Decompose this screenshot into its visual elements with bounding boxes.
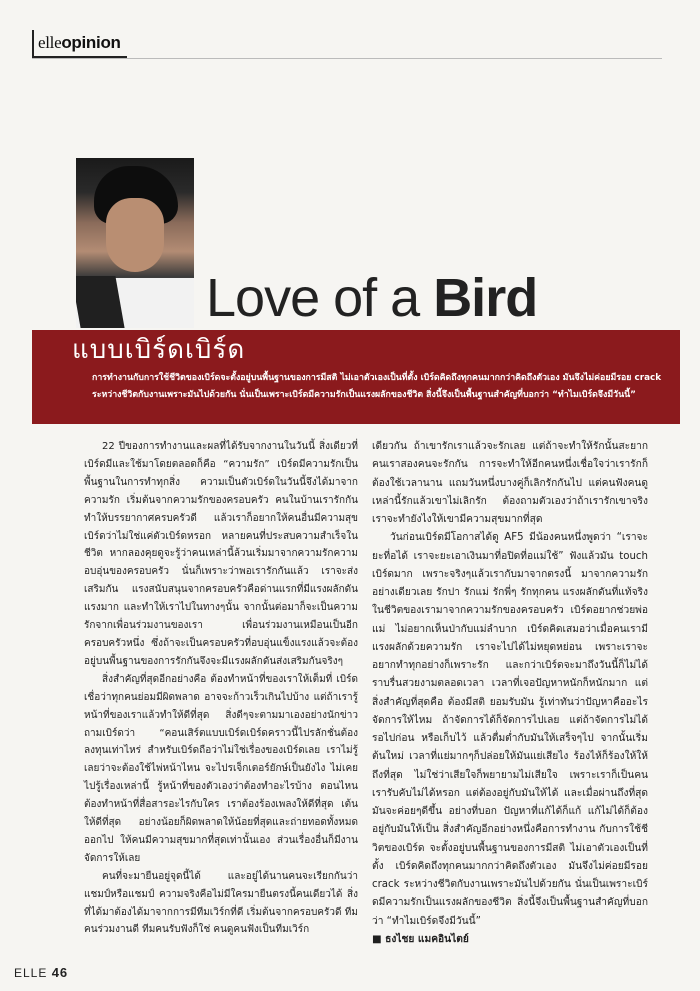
thai-title: แบบเบิร์ดเบิร์ด — [72, 335, 246, 365]
article-title — [206, 268, 537, 328]
page-number: 46 — [51, 965, 69, 980]
byline: ■ ธงไชย แมคอินไตย์ — [372, 933, 469, 945]
section-tag-opinion: opinion — [61, 33, 121, 52]
section-tag — [32, 30, 127, 58]
paragraph: สิ่งสำคัญที่สุดอีกอย่างคือ ต้องทำหน้าที่ของเราให้เต็มที่ เบิร์ดเชื่อว่าทุกคนย่อมมีผิดพลาด อาจจะก้าวเร็วเกินไปบ้าง แต่ถ้าเรารู้หน้าที่ของเราแล้วทำให้ดีที่สุด สิ่งดีๆจะตามมาเองอย่างนักข่าวถามเบิร์ดว่า “คอนเสิร์ตแบบเบิร์ดเบิร์ดคราวนี้ไปรลักชั่นต้องลงทุนเท่าไหร่ สำหรับเบิร์ดถือว่าไม่ใช่เรื่องของเบิร์ดเลย เราไม่รู้เลยว่าจะต้องใช้ไพ่หน้าไหน จะไปรเจ็กเตอร์ยักษ์เป็นยังไง ไม่เคยไปรู้เรื่องเหล่านี้ รู้หน้าที่ของตัวเองว่าต้องทำอะไรบ้าง ตอนไหนต้องทำหน้าที่สื่อสารอะไรกับใคร เราต้องร้องเพลงให้ดีที่สุด เต้นให้ดีที่สุด อย่างน้อยก็ผิดพลาดให้น้อยที่สุดและถ่ายทอดทั้งหมดออกไป ให้คนมีความสุขมากที่สุดเท่านั้นเอง ส่วนเรื่องอื่นก็มีงานจัดการให้เลย — [84, 673, 358, 864]
paragraph: วันก่อนเบิร์ดมีโอกาสได้ดู AF5 มีน้องคนหนึ่งพูดว่า “เราจะยะที่อได้ เราจะยะเอาเงินมาที่อปิดที่อแม่ใช้” ฟังแล้วมัน touch เบิร์ดมาก เพราะจริงๆแล้วเรากับมาจากตรงนี้ มาจากความรักอย่างเดียวเลย รักปา รักแม่ รักพี่ๆ รักทุกคน แรงผลักดันที่แท้จริงในชีวิตของเรามาจากความรักของครอบครัว เบิร์ดอยากช่วยพ่อแม่ ไม่อยากเห็นป่ากับแม่ลำบาก เบิร์ดคิดเสมอว่าเมื่อคนเรามีแรงผลักด้วยความรัก เราจะไปได้ไม่หยุดหย่อน เพราะเราจะอยากทำทุกอย่างก็เพราะรัก และกว่าเบิร์ดจะมาถึงวันนี้ก็ไม่ได้ราบรื่นสวยงามตลอดเวลา เวลาที่เจอปัญหาหนักก็หนักมาก แต่สิ่งสำคัญที่สุดคือ ต้องมีสติ ยอมรับมัน รู้เท่าทันว่าปัญหาคืออะไร จัดการให้ไหม ถ้าจัดการได้ก็จัดการไปเลย แต่ถ้าจัดการไม่ได้ รอไปก่อน หรือเก็บไว้ แล้วตื่มต่ำกับมันให้เสร็จๆไป จากนั้นเริ่มต้นใหม่ เวลาที่แย่มากๆก็ปล่อยให้มันแย่เสียไง ร้องไห้ก็ร้องให้ให้ถึงที่สุด ไม่ใช่ว่าเสียใจก็พยายามไม่เสียใจ เพราะเราก็เป็นคน เรารับคับไม่ได้หรอก แต่ต้องอยู่กับมันให้ได้ และเมื่อผ่านถึงที่สุดมันจะค่อยๆดีขึ้น อย่างที่บอก ปัญหาที่แก้ได้ก็แก้ แก้ไม่ได้ก็ต้องอยู่กับมันให้เป็น สิ่งสำคัญอีกอย่างหนึ่งคือการทำงาน กับการใช้ชีวิตของเบิร์ด จะตั้งอยู่บนพื้นฐานของการมีสติ ไม่เอาตัวเองเป็นที่ตั้ง เบิร์ดคิดถึงทุกคนมากกว่าคิดถึงตัวเอง มันจึงไม่ค่อยมีรอย crack ระหว่างชีวิตกับงานเพราะมันไปด้วยกัน นั่นเป็นเพราะเบิร์ดมีความรักเป็นแรงผลักของชีวิต สิ่งนี้จึงเป็นพื้นฐานสำคัญที่บอกว่า “ทำไมเบิร์ดจึงมีวันนี้” — [372, 532, 648, 927]
column-left — [84, 438, 358, 939]
title-banner — [32, 330, 680, 424]
article-dek: การทำงานกับการใช้ชีวิตของเบิร์ดจะตั้งอยู่บนพื้นฐานของการมีสติ ไม่เอาตัวเองเป็นที่ตั้ง เบิร์ดคิดถึงทุกคนมากกว่าคิดถึงตัวเอง มันจึงไม่ค่อยมีรอย crack ระหว่างชีวิตกับงานเพราะมันไปด้วยกัน นั่นเป็นเพราะเบิร์ดมีความรักเป็นแรงผลักของชีวิต สิ่งนี้จึงเป็นพื้นฐานสำคัญที่บอกว่า “ทำไมเบิร์ดจึงมีวันนี้” — [92, 373, 662, 400]
paragraph: คนที่จะมายืนอยู่จุดนี้ได้ และอยู่ได้นานคนจะเรียกกันว่าแชมป์หรือแชมป์ ความจริงคือไม่มีใครมายืนตรงนี้คนเดียวได้ สิ่งที่ได้มาต้องได้มาจากการมีทีมเวิร์กที่ดี เริ่มต้นจากครอบครัวดี ทีมคนร่วมงานดี ทีมคนรับฟังก็ใช่ คนดูคนฟังเป็นทีมเวิร์ก — [84, 870, 358, 936]
paragraph: เดียวกัน ถ้าเขารักเราแล้วจะรักเลย แต่ถ้าจะทำให้รักนั้นสะยาก คนเราสองคนจะรักกัน การจะทำให้อีกคนหนึ่งเชื่อใจว่าเรารักก็ต้องใช้เวลานาน แถมวันหนึ่งบางคู่ก็เลิกรักกันไป แต่คนฟังคนดูเหล่านี้รักแล้วเขาไม่เลิกรัก ต้องถามตัวเองว่าถ้าเรารักเขาจริง เราจะทำยังไงให้เขามีความสุขมากที่สุด — [372, 441, 648, 525]
footer-magazine: ELLE — [14, 966, 48, 980]
title-light: Love of a — [206, 268, 434, 328]
section-tag-elle: elle — [38, 33, 62, 52]
portrait-face — [106, 198, 164, 272]
paragraph: 22 ปีของการทำงานและผลที่ได้รับจากงานในวันนี้ สิ่งเดียวที่เบิร์ดมีและใช้มาโดยตลอดก็คือ “ความรัก” เบิร์ดมีความรักเป็นพื้นฐานในการทำทุกสิ่ง ความเป็นตัวเบิร์ดในวันนี้จึงได้มาจากความรัก เริ่มต้นจากความรักของครอบครัว คนในบ้านเรารักกันทำให้บรรยากาศครบครัวดี แล้วเราก็อยากให้คนอื่นมีความสุข เบิร์ดว่าไม่ใช่แค่ตัวเบิร์ดหรอก หลายคนที่ประสบความสำเร็จในชีวิต หากลองคุยดูจะรู้ว่าคนเหล่านี้ล้วนเริ่มมาจากความรักความอบอุ่นของครอบครัว นั่นก็เพราะว่าพอเรารักกันแล้ว เราจะส่งเสริมกัน แรงสนับสนุนจากครอบครัวคือด่านแรกที่มีแรงผลักดันแรงมาก และทำให้เราไปในทางๆนั้น จากนั้นต่อมาก็จะเป็นความรักจากเพื่อนร่วมงานของเรา เพื่อนร่วมงานเหมือนเป็นอีกครอบครัวหนึ่ง ซึ่งถ้าจะเป็นครอบครัวที่อบอุ่นแข็งแรงแล้วจะต้องอยู่บนพื้นฐานของการรักกันจึงจะมีแรงผลักดันส่งเสริมกันจริงๆ — [84, 441, 358, 667]
portrait-photo — [76, 158, 194, 328]
title-bold: Bird — [433, 268, 538, 328]
header-rule — [32, 58, 662, 59]
column-right — [372, 438, 648, 949]
page-footer — [14, 965, 68, 980]
